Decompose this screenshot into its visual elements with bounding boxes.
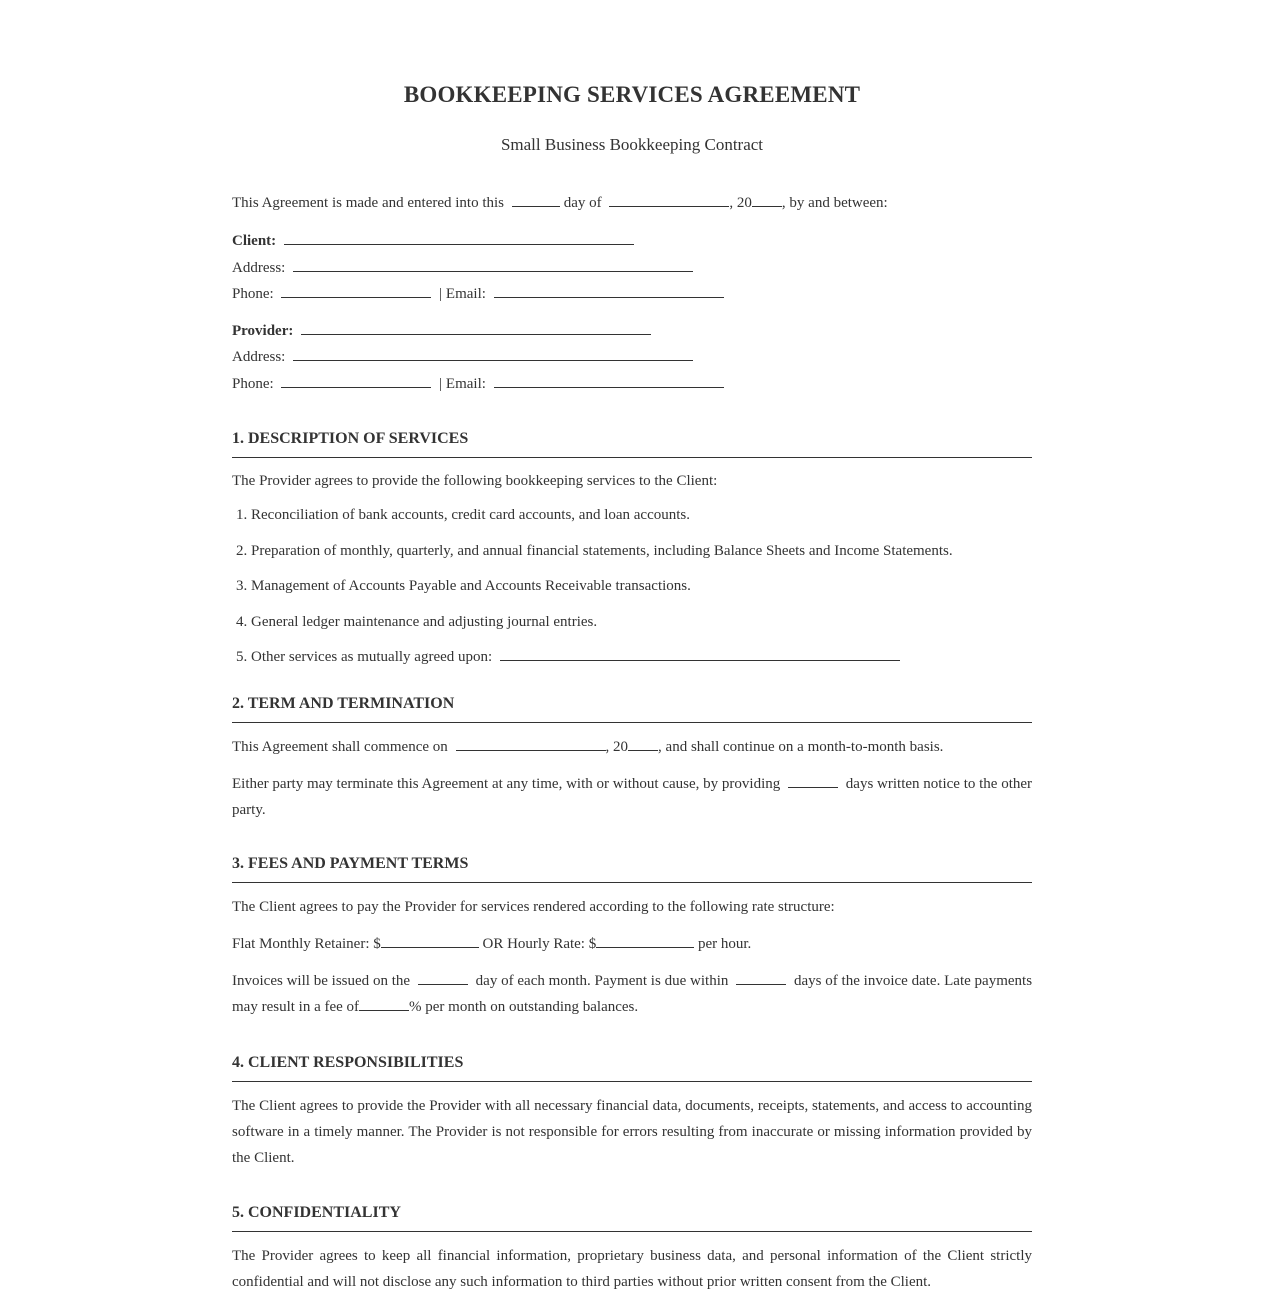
provider-address-blank[interactable] <box>293 346 693 361</box>
commencement-date-blank[interactable] <box>456 736 606 751</box>
client-address-label: Address: <box>232 259 286 276</box>
intro-year-blank[interactable] <box>752 192 782 207</box>
invoice-paragraph <box>232 968 1032 1020</box>
section-title: 3. FEES AND PAYMENT TERMS <box>232 853 1032 883</box>
termination-text-1: Either party may terminate this Agreement at any time, with or without cause, by providing <box>232 776 781 792</box>
commencement-text-1: This Agreement shall commence on <box>232 739 448 755</box>
termination-paragraph <box>232 771 1032 823</box>
client-address-row <box>232 255 1032 282</box>
client-name-blank[interactable] <box>284 230 634 245</box>
section-confidentiality <box>232 1202 1032 1295</box>
commencement-year-blank[interactable] <box>628 736 658 751</box>
list-item-text: Management of Accounts Payable and Accounts Receivable transactions. <box>251 578 691 594</box>
invoice-text-4: % per month on outstanding balances. <box>409 999 639 1015</box>
hourly-rate-blank[interactable] <box>596 933 694 948</box>
list-item <box>251 539 1032 563</box>
section-term-and-termination <box>232 693 1032 823</box>
invoice-text-1: Invoices will be issued on the <box>232 973 411 989</box>
provider-block <box>232 318 1032 398</box>
client-address-blank[interactable] <box>293 257 693 272</box>
intro-text-4: , by and between: <box>781 195 888 211</box>
section-fees-and-payment <box>232 853 1032 1020</box>
invoice-text-2: day of each month. Payment is due within <box>475 973 729 989</box>
agreement-document <box>232 0 1032 1295</box>
list-item-text: Preparation of monthly, quarterly, and annual financial statements, including Balance Sheets and Income Statements. <box>251 542 953 559</box>
intro-text-1: This Agreement is made and entered into this <box>232 195 505 211</box>
other-services-blank[interactable] <box>500 646 900 661</box>
intro-text-3: , 20 <box>729 195 752 211</box>
services-list <box>232 503 1032 669</box>
client-email-label: | Email: <box>439 286 486 302</box>
invoice-day-blank[interactable] <box>418 970 468 985</box>
client-phone-blank[interactable] <box>281 283 431 298</box>
client-label: Client: <box>232 233 277 249</box>
section-lead: The Provider agrees to provide the following bookkeeping services to the Client: <box>232 473 718 489</box>
list-item-text: Reconciliation of bank accounts, credit card accounts, and loan accounts. <box>251 507 690 523</box>
client-name-row <box>232 228 1032 255</box>
section-title: 2. TERM AND TERMINATION <box>232 693 1032 723</box>
client-contact-row <box>232 281 1032 308</box>
retainer-amount-blank[interactable] <box>381 933 479 948</box>
hourly-rate-label: OR Hourly Rate: $ <box>482 936 597 952</box>
provider-phone-label: Phone: <box>232 375 274 392</box>
invoice-text-3: days of the invoice date. Late payments may result in a fee of <box>232 973 1033 1015</box>
list-item <box>251 574 1032 598</box>
commencement-text-3: , and shall continue on a month-to-month basis. <box>658 739 944 755</box>
section-description-of-services <box>232 428 1032 669</box>
list-item <box>251 610 1032 634</box>
section-title: 1. DESCRIPTION OF SERVICES <box>232 428 1032 458</box>
list-item <box>251 503 1032 527</box>
document-title: BOOKKEEPING SERVICES AGREEMENT <box>403 82 861 107</box>
provider-email-label: | Email: <box>439 375 486 392</box>
commencement-text-2: , 20 <box>605 739 629 755</box>
client-phone-label: Phone: <box>232 286 274 302</box>
payment-days-blank[interactable] <box>736 970 786 985</box>
section-title: 4. CLIENT RESPONSIBILITIES <box>232 1052 1032 1082</box>
client-email-blank[interactable] <box>494 283 724 298</box>
provider-contact-row <box>232 371 1032 398</box>
retainer-label: Flat Monthly Retainer: $ <box>232 936 381 952</box>
rate-paragraph <box>232 931 1032 957</box>
provider-address-label: Address: <box>232 349 286 365</box>
provider-address-row <box>232 344 1032 371</box>
list-item-text: Other services as mutually agreed upon: <box>251 649 493 665</box>
list-item <box>251 645 1032 669</box>
provider-email-blank[interactable] <box>494 373 724 388</box>
list-item-text: General ledger maintenance and adjusting journal entries. <box>251 613 598 630</box>
provider-name-blank[interactable] <box>301 320 651 335</box>
intro-paragraph <box>232 192 1032 214</box>
provider-name-row <box>232 318 1032 345</box>
late-fee-blank[interactable] <box>359 996 409 1011</box>
commencement-paragraph <box>232 734 1032 760</box>
document-subtitle: Small Business Bookkeeping Contract <box>500 135 764 154</box>
rate-intro-paragraph: The Client agrees to pay the Provider for services rendered according to the following rate structure: <box>232 899 835 915</box>
intro-text-2: day of <box>563 195 602 211</box>
confidentiality-paragraph: The Provider agrees to keep all financial information, proprietary business data, and personal information of the Client strictly confidential and will not disclose any such information to third parties without prior written consent from the Client. <box>232 1248 1032 1290</box>
section-client-responsibilities <box>232 1052 1032 1171</box>
notice-days-blank[interactable] <box>788 773 838 788</box>
intro-month-blank[interactable] <box>609 192 729 207</box>
responsibilities-paragraph: The Client agrees to provide the Provider with all necessary financial data, documents, receipts, statements, and access to accounting software in a timely manner. The Provider is not responsible for errors resulting from inaccurate or missing information provided by the Client. <box>232 1098 1032 1166</box>
intro-day-blank[interactable] <box>512 192 560 207</box>
provider-label: Provider: <box>232 322 294 339</box>
per-hour-text: per hour. <box>697 936 752 952</box>
client-block <box>232 228 1032 308</box>
section-title: 5. CONFIDENTIALITY <box>232 1202 1032 1232</box>
provider-phone-blank[interactable] <box>281 373 431 388</box>
termination-text-2: days written notice to the other party. <box>232 776 1033 818</box>
